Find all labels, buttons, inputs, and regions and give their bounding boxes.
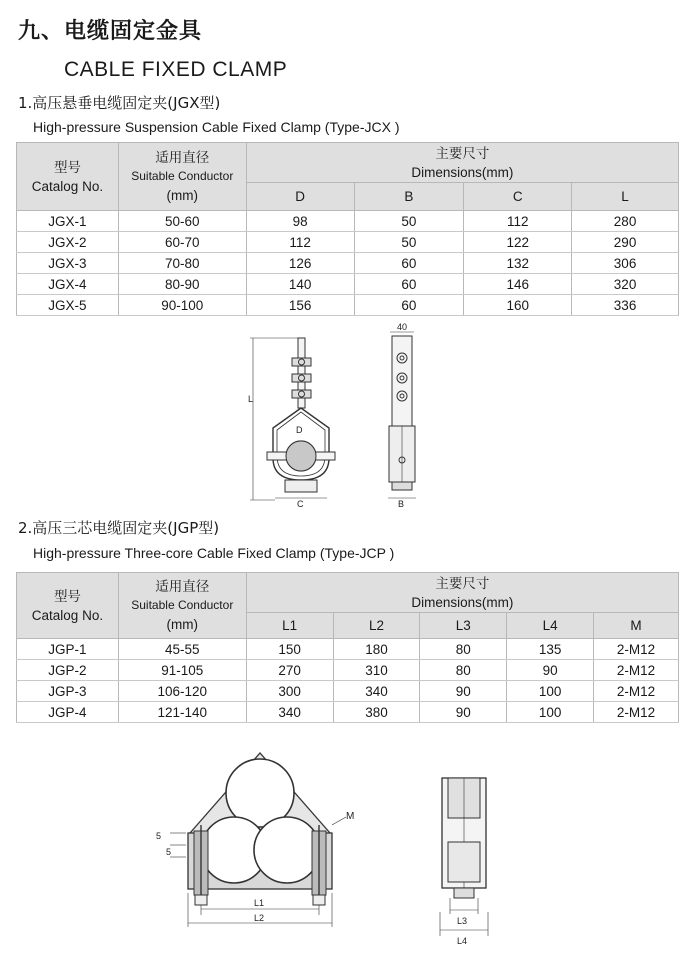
jgp-front-svg — [150, 745, 370, 930]
cell-conductor: 50-60 — [118, 211, 246, 232]
jgp-side-svg — [436, 772, 492, 950]
cell-catalog: JGX-1 — [17, 211, 119, 232]
cell-conductor: 90-100 — [118, 295, 246, 316]
jgx-side-drawing — [384, 322, 424, 510]
cell-conductor: 45-55 — [118, 639, 246, 660]
cell-l: 320 — [572, 274, 679, 295]
cell-l1: 340 — [246, 702, 333, 723]
col-c: C — [464, 183, 572, 211]
jgx-front-svg — [245, 330, 355, 510]
cell-b: 60 — [354, 274, 464, 295]
col-conductor-cn: 适用直径 — [155, 150, 210, 165]
cell-catalog: JGP-2 — [17, 660, 119, 681]
cell-l3: 90 — [420, 702, 507, 723]
cell-c: 122 — [464, 232, 572, 253]
col-l2: L2 — [333, 613, 420, 639]
cell-m: 2-M12 — [594, 660, 679, 681]
col-b: B — [354, 183, 464, 211]
cell-l3: 90 — [420, 681, 507, 702]
cell-catalog: JGP-3 — [17, 681, 119, 702]
cell-m: 2-M12 — [594, 681, 679, 702]
col-m: M — [594, 613, 679, 639]
table-row — [17, 274, 679, 295]
jgp-side-drawing — [436, 772, 492, 950]
dim-l-label: L — [248, 394, 254, 404]
table-row — [17, 660, 679, 681]
col-conductor-cn: 适用直径 — [155, 579, 210, 594]
cell-m: 2-M12 — [594, 702, 679, 723]
col-dimensions-en: Dimensions(mm) — [411, 164, 514, 180]
table-row — [17, 702, 679, 723]
dim-5b-label: 5 — [166, 847, 172, 857]
cell-l: 306 — [572, 253, 679, 274]
dim-c-label: C — [297, 499, 304, 509]
cell-l2: 310 — [333, 660, 420, 681]
dim-l4-label: L4 — [457, 936, 468, 946]
col-l4: L4 — [507, 613, 594, 639]
cell-d: 112 — [246, 232, 354, 253]
cell-b: 60 — [354, 295, 464, 316]
col-conductor — [118, 143, 246, 211]
dim-5a-label: 5 — [156, 831, 162, 841]
cell-l: 290 — [572, 232, 679, 253]
cell-b: 50 — [354, 232, 464, 253]
jgx-heading-cn: 1.高压悬垂电缆固定夹(JGX型) — [18, 94, 221, 112]
cell-conductor: 70-80 — [118, 253, 246, 274]
cell-l: 280 — [572, 211, 679, 232]
cell-l2: 340 — [333, 681, 420, 702]
dim-l2-label: L2 — [254, 913, 265, 923]
col-conductor-unit: (mm) — [166, 617, 199, 632]
col-l3: L3 — [420, 613, 507, 639]
cell-l4: 135 — [507, 639, 594, 660]
cell-l3: 80 — [420, 639, 507, 660]
jgx-side-svg — [384, 322, 424, 510]
cell-conductor: 91-105 — [118, 660, 246, 681]
cell-d: 156 — [246, 295, 354, 316]
cell-c: 112 — [464, 211, 572, 232]
cell-l4: 90 — [507, 660, 594, 681]
cell-l4: 100 — [507, 702, 594, 723]
cell-conductor: 121-140 — [118, 702, 246, 723]
cell-c: 132 — [464, 253, 572, 274]
col-l: L — [572, 183, 679, 211]
col-catalog-cn: 型号 — [53, 588, 81, 604]
col-conductor-en: Suitable Conductor — [131, 598, 234, 612]
cell-b: 50 — [354, 211, 464, 232]
cell-catalog: JGP-4 — [17, 702, 119, 723]
section-title-en: CABLE FIXED CLAMP — [64, 58, 288, 81]
jgx-spec-table — [16, 142, 679, 316]
cell-m: 2-M12 — [594, 639, 679, 660]
cell-l: 336 — [572, 295, 679, 316]
col-conductor — [118, 573, 246, 639]
section-title-cn: 九、电缆固定金具 — [18, 18, 203, 44]
dim-b-label: B — [398, 499, 405, 509]
dim-m-label: M — [346, 811, 355, 822]
cell-c: 146 — [464, 274, 572, 295]
cell-conductor: 106-120 — [118, 681, 246, 702]
col-l1: L1 — [246, 613, 333, 639]
dim-40-label: 40 — [397, 322, 408, 332]
jgx-heading-en: High-pressure Suspension Cable Fixed Clamp (Type-JCX ) — [33, 119, 400, 135]
cell-catalog: JGX-2 — [17, 232, 119, 253]
cell-catalog: JGP-1 — [17, 639, 119, 660]
cell-c: 160 — [464, 295, 572, 316]
cell-catalog: JGX-4 — [17, 274, 119, 295]
cell-l1: 300 — [246, 681, 333, 702]
cell-conductor: 60-70 — [118, 232, 246, 253]
col-catalog — [17, 573, 119, 639]
table-row — [17, 253, 679, 274]
cell-l1: 270 — [246, 660, 333, 681]
col-dimensions — [246, 143, 678, 183]
cell-l1: 150 — [246, 639, 333, 660]
table-row — [17, 681, 679, 702]
col-dimensions — [246, 573, 678, 613]
cell-l2: 380 — [333, 702, 420, 723]
cell-conductor: 80-90 — [118, 274, 246, 295]
col-dimensions-cn: 主要尺寸 — [435, 145, 490, 161]
jgp-spec-table — [16, 572, 679, 723]
jgp-front-drawing — [150, 745, 370, 930]
dim-l1-label: L1 — [254, 898, 265, 908]
col-dimensions-cn: 主要尺寸 — [435, 575, 490, 591]
cell-d: 140 — [246, 274, 354, 295]
table-row — [17, 232, 679, 253]
cell-l4: 100 — [507, 681, 594, 702]
cell-catalog: JGX-3 — [17, 253, 119, 274]
cell-d: 98 — [246, 211, 354, 232]
col-catalog-cn: 型号 — [53, 159, 81, 175]
col-conductor-en: Suitable Conductor — [131, 169, 234, 183]
cell-b: 60 — [354, 253, 464, 274]
col-catalog-en: Catalog No. — [31, 178, 104, 194]
cell-l3: 80 — [420, 660, 507, 681]
jgp-heading-en: High-pressure Three-core Cable Fixed Clamp (Type-JCP ) — [33, 545, 395, 561]
table-row — [17, 211, 679, 232]
col-catalog — [17, 143, 119, 211]
dim-l3-label: L3 — [457, 916, 468, 926]
col-conductor-unit: (mm) — [166, 188, 199, 203]
table-row — [17, 295, 679, 316]
col-dimensions-en: Dimensions(mm) — [411, 594, 514, 610]
table-row — [17, 639, 679, 660]
col-d: D — [246, 183, 354, 211]
cell-l2: 180 — [333, 639, 420, 660]
jgx-front-drawing — [245, 330, 355, 510]
cell-catalog: JGX-5 — [17, 295, 119, 316]
dim-d-label: D — [296, 425, 303, 435]
cell-d: 126 — [246, 253, 354, 274]
jgp-heading-cn: 2.高压三芯电缆固定夹(JGP型) — [18, 519, 220, 537]
col-catalog-en: Catalog No. — [31, 607, 104, 623]
